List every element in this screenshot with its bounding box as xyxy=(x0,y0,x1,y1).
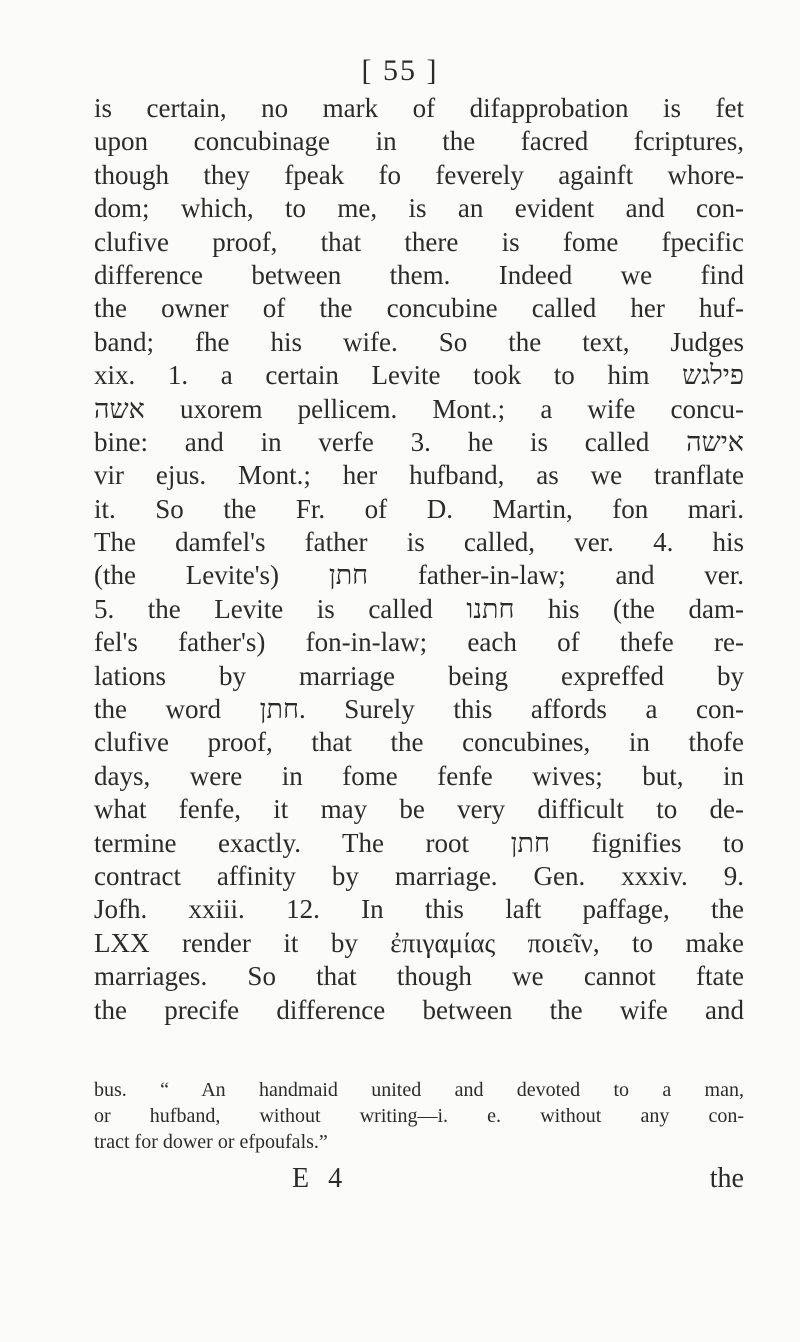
footnote-line: or hufband, without writing—i. e. without any con- xyxy=(94,1105,744,1127)
text-line: אשה uxorem pellicem. Mont.; a wife concu- xyxy=(94,393,744,424)
text-line: vir ejus. Mont.; her hufband, as we tranflate xyxy=(94,460,744,491)
footnote-line: tract for dower or efpoufals.” xyxy=(94,1131,328,1153)
text-line: days, were in fome fenfe wives; but, in xyxy=(94,760,744,791)
catchword: the xyxy=(709,1163,744,1194)
text-line: marriages. So that though we cannot ftate xyxy=(94,961,744,992)
text-line: fel's father's) fon-in-law; each of thefe re- xyxy=(94,627,744,658)
text-line: xix. 1. a certain Levite took to him פילגש xyxy=(94,360,744,391)
footnote xyxy=(94,1077,744,1155)
text-line: bine: and in verfe 3. he is called אישה xyxy=(94,426,744,457)
text-line: termine exactly. The root חתן fignifies to xyxy=(94,827,744,858)
text-line: though they fpeak fo feverely againft whore- xyxy=(94,159,744,190)
text-line: 5. the Levite is called חתנו his (the dam- xyxy=(94,593,744,624)
body-text xyxy=(94,92,744,1027)
signature-mark: E 4 xyxy=(292,1163,349,1194)
text-line: the precife difference between the wife and xyxy=(94,994,744,1025)
text-line: Jofh. xxiii. 12. In this laft paffage, the xyxy=(94,894,744,925)
text-line: clufive proof, that there is fome fpecific xyxy=(94,226,744,257)
text-line: upon concubinage in the facred fcriptures, xyxy=(94,126,744,157)
text-line: it. So the Fr. of D. Martin, fon mari. xyxy=(94,493,744,524)
page-number: [ 55 ] xyxy=(361,54,439,87)
text-line: the owner of the concubine called her huf- xyxy=(94,293,744,324)
text-line: The damfel's father is called, ver. 4. his xyxy=(94,527,744,558)
text-line: contract affinity by marriage. Gen. xxxiv. 9. xyxy=(94,860,744,891)
text-line: lations by marriage being expreffed by xyxy=(94,660,744,691)
text-line: band; fhe his wife. So the text, Judges xyxy=(94,326,744,357)
text-line: difference between them. Indeed we find xyxy=(94,259,744,290)
text-line: LXX render it by ἐπιγαμίας ποιεῖν, to make xyxy=(94,927,744,958)
text-line: what fenfe, it may be very difficult to de- xyxy=(94,794,744,825)
text-line: is certain, no mark of difapprobation is fet xyxy=(94,93,744,123)
text-line: clufive proof, that the concubines, in thofe xyxy=(94,727,744,758)
footnote-line: bus. “ An handmaid united and devoted to a man, xyxy=(94,1079,744,1101)
text-line: the word חתן. Surely this affords a con- xyxy=(94,694,744,725)
text-line: dom; which, to me, is an evident and con- xyxy=(94,193,744,224)
text-line: (the Levite's) חתן father-in-law; and ver. xyxy=(94,560,744,591)
